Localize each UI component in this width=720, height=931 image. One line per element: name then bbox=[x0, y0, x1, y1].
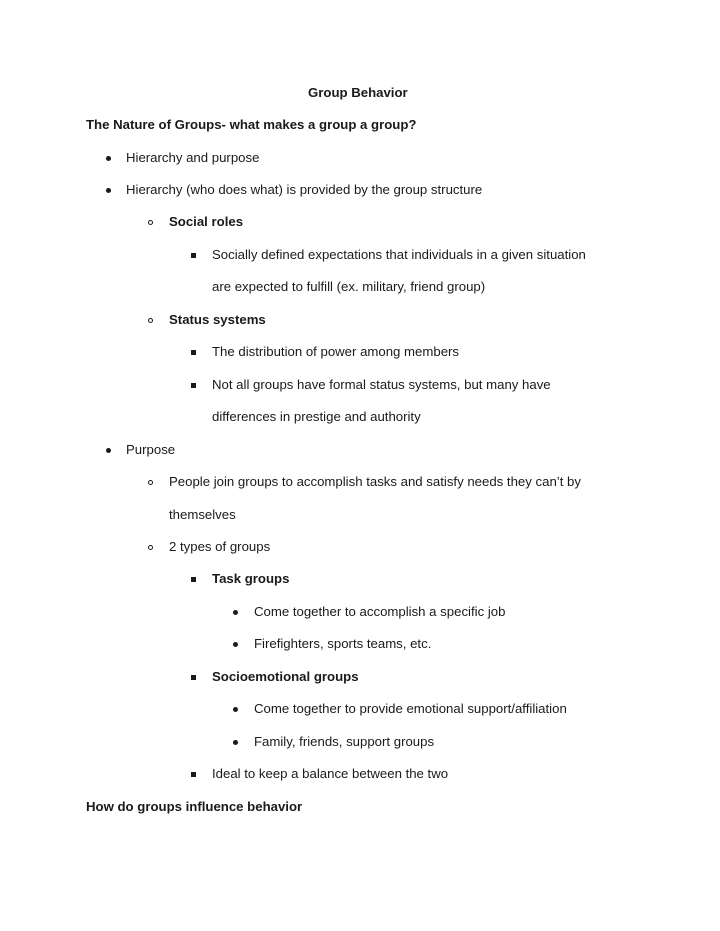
section-heading-group-influence: How do groups influence behavior bbox=[86, 799, 303, 814]
list-item-hierarchy-and-purpose: Hierarchy and purpose bbox=[126, 150, 260, 165]
document-title: Group Behavior bbox=[308, 85, 408, 100]
list-item-status-systems: Status systems bbox=[169, 312, 266, 327]
bullet-circle-icon bbox=[148, 318, 153, 323]
list-item-social-roles-definition-line2: are expected to fulfill (ex. military, friend group) bbox=[212, 279, 486, 294]
list-item-purpose-definition-line1: People join groups to accomplish tasks and satisfy needs they can’t by bbox=[169, 474, 581, 489]
bullet-circle-icon bbox=[148, 480, 153, 485]
list-item-task-examples: Firefighters, sports teams, etc. bbox=[254, 636, 432, 651]
bullet-circle-icon bbox=[148, 545, 153, 550]
list-item-purpose: Purpose bbox=[126, 442, 176, 457]
bullet-square-icon bbox=[191, 383, 196, 388]
bullet-disc-icon bbox=[106, 448, 111, 453]
list-item-task-groups: Task groups bbox=[212, 571, 290, 586]
list-item-purpose-definition-line2: themselves bbox=[169, 507, 236, 522]
bullet-square-icon bbox=[191, 253, 196, 258]
bullet-square-icon bbox=[191, 772, 196, 777]
list-item-socioemotional-examples: Family, friends, support groups bbox=[254, 734, 435, 749]
bullet-disc-icon bbox=[233, 610, 238, 615]
list-item-socioemotional-definition: Come together to provide emotional support/affiliation bbox=[254, 701, 567, 716]
bullet-disc-icon bbox=[233, 740, 238, 745]
list-item-status-note-line1: Not all groups have formal status systems, but many have bbox=[212, 377, 551, 392]
bullet-square-icon bbox=[191, 350, 196, 355]
section-heading-nature-of-groups: The Nature of Groups- what makes a group a group? bbox=[86, 117, 417, 132]
list-item-task-definition: Come together to accomplish a specific job bbox=[254, 604, 506, 619]
bullet-circle-icon bbox=[148, 220, 153, 225]
list-item-social-roles-definition-line1: Socially defined expectations that individuals in a given situation bbox=[212, 247, 586, 262]
bullet-disc-icon bbox=[106, 188, 111, 193]
list-item-social-roles: Social roles bbox=[169, 214, 244, 229]
bullet-square-icon bbox=[191, 577, 196, 582]
list-item-hierarchy-structure: Hierarchy (who does what) is provided by the group structure bbox=[126, 182, 483, 197]
bullet-square-icon bbox=[191, 675, 196, 680]
list-item-status-definition: The distribution of power among members bbox=[212, 344, 460, 359]
list-item-socioemotional-groups: Socioemotional groups bbox=[212, 669, 359, 684]
bullet-disc-icon bbox=[233, 642, 238, 647]
bullet-disc-icon bbox=[106, 156, 111, 161]
list-item-balance: Ideal to keep a balance between the two bbox=[212, 766, 449, 781]
bullet-disc-icon bbox=[233, 707, 238, 712]
list-item-status-note-line2: differences in prestige and authority bbox=[212, 409, 421, 424]
list-item-two-types-of-groups: 2 types of groups bbox=[169, 539, 271, 554]
